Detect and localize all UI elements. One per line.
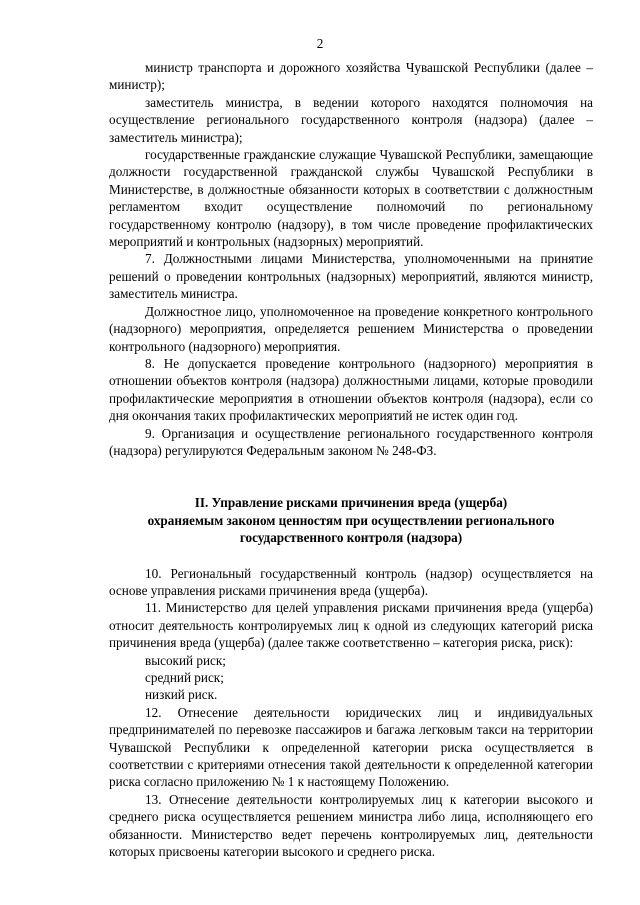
paragraph-11: 11. Министерство для целей управления рисками причинения вреда (ущерба) относит деятельность контролируемых лиц к одной из следующих категорий риска причинения вреда (ущерба) (далее также соответственно – категория риска, риск): xyxy=(109,600,593,651)
paragraph-7: 7. Должностными лицами Министерства, уполномоченными на принятие решений о проведении контрольных (надзорных) мероприятий, являются министр, заместитель министра. xyxy=(109,251,593,302)
list-item: высокий риск; xyxy=(145,652,226,668)
paragraph-minister: министр транспорта и дорожного хозяйства Чувашской Республики (далее – министр); xyxy=(109,60,593,93)
risk-category-list xyxy=(109,652,593,704)
document-body xyxy=(109,59,593,860)
paragraph-12: 12. Отнесение деятельности юридических лиц и индивидуальных предпринимателей по перевозке пассажиров и багажа легковым такси на территории Чувашской Республики к определенной категории риска осуществляется в соответствии с критериями отнесения такой деятельности к определенной категории риска согласно приложению № 1 к настоящему Положению. xyxy=(109,704,593,790)
paragraph-13: 13. Отнесение деятельности контролируемых лиц к категории высокого и среднего риска осуществляется решением министра либо лица, исполняющего его обязанности. Министерство ведет перечень контролируемых лиц, деятельности которых присвоены категории высокого и среднего риска. xyxy=(109,791,593,860)
paragraph-8: 8. Не допускается проведение контрольного (надзорного) мероприятия в отношении объектов контроля (надзора) должностными лицами, которые проводили профилактические мероприятия в отношении объектов контроля (надзора), если со дня окончания таких профилактических мероприятий не истек один год. xyxy=(109,355,593,424)
section-heading xyxy=(109,494,593,546)
section-heading-line-2: охраняемым законом ценностям при осуществлении регионального xyxy=(147,512,555,528)
section-heading-line-1: II. Управление рисками причинения вреда (ущерба) xyxy=(194,495,508,511)
paragraph-civil-servants: государственные гражданские служащие Чувашской Республики, замещающие должности государственной гражданской службы Чувашской Республики в Министерстве, в должностные обязанности которых в соответствии с должностным регламентом входит осуществление полномочий по региональному государственному контролю (надзору), в том числе проведение профилактических мероприятий и контрольных (надзорных) мероприятий. xyxy=(109,147,593,250)
paragraph-9: 9. Организация и осуществление регионального государственного контроля (надзора) регулируются Федеральным законом № 248-ФЗ. xyxy=(109,425,593,458)
paragraph-authorized-official: Должностное лицо, уполномоченное на проведение конкретного контрольного (надзорного) мероприятия, определяется решением Министерства о проведении контрольного (надзорного) мероприятия. xyxy=(109,303,593,354)
page-number: 2 xyxy=(316,36,324,51)
section-heading-line-3: государственного контроля (надзора) xyxy=(239,530,463,546)
list-item: средний риск; xyxy=(145,670,224,685)
list-item: низкий риск. xyxy=(145,687,218,703)
paragraph-deputy-minister: заместитель министра, в ведении которого находятся полномочия на осуществление регионального государственного контроля (надзора) (далее – заместитель министра); xyxy=(109,94,593,145)
paragraph-10: 10. Региональный государственный контроль (надзор) осуществляется на основе управления рисками причинения вреда (ущерба). xyxy=(109,565,593,598)
